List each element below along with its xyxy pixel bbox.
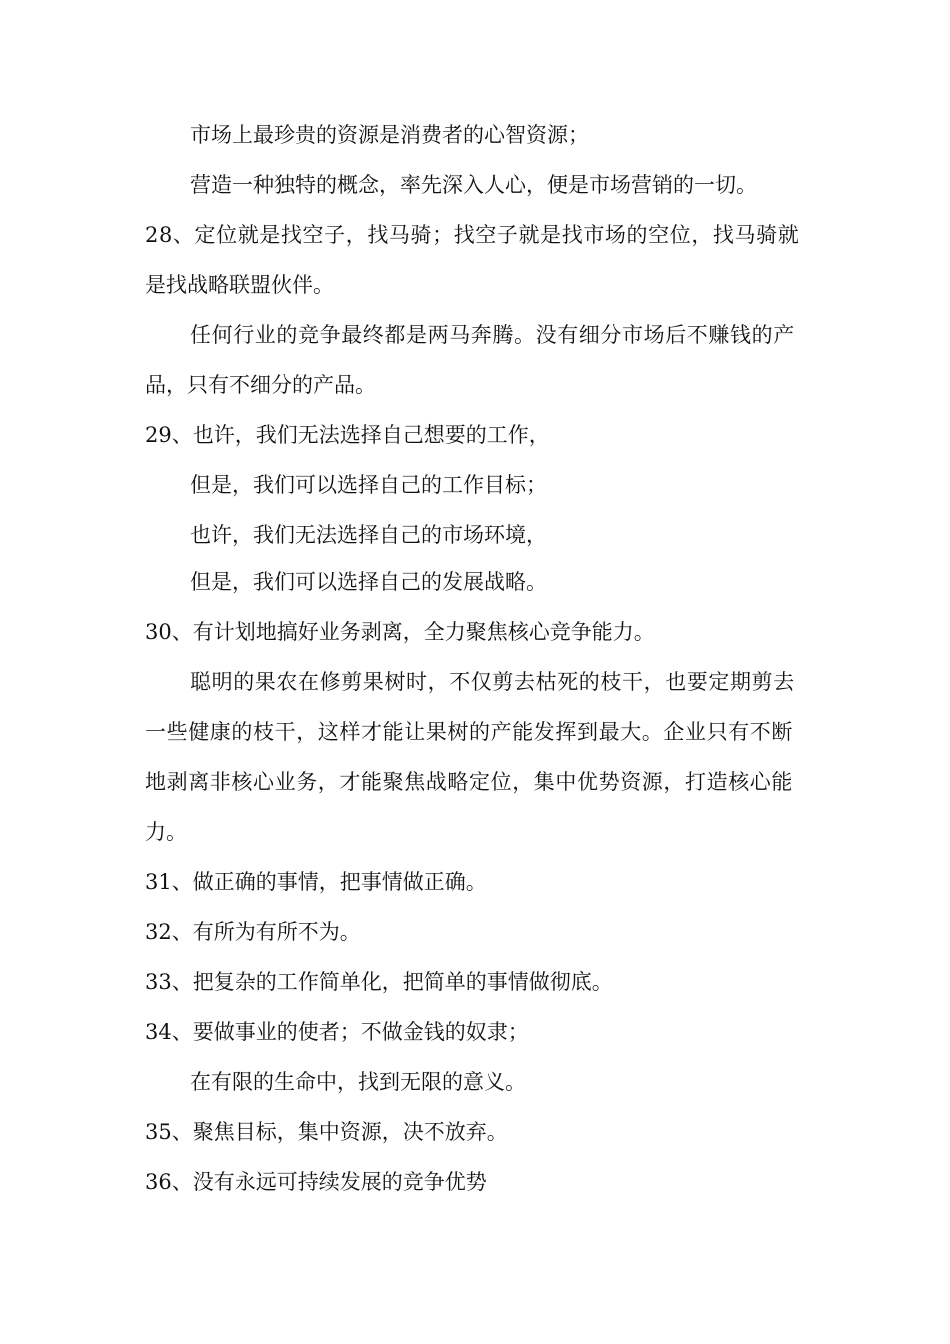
text-line: 地剥离非核心业务，才能聚焦战略定位，集中优势资源，打造核心能 xyxy=(145,770,793,794)
text-line: 一些健康的枝干，这样才能让果树的产能发挥到最大。企业只有不断 xyxy=(145,720,793,744)
text-line: 市场上最珍贵的资源是消费者的心智资源； xyxy=(190,123,589,147)
text-line: 在有限的生命中，找到无限的意义。 xyxy=(190,1070,526,1094)
text-line: 33、把复杂的工作简单化，把简单的事情做彻底。 xyxy=(145,970,613,994)
text-line: 29、也许，我们无法选择自己想要的工作， xyxy=(145,423,550,447)
text-line: 但是，我们可以选择自己的发展战略。 xyxy=(190,570,547,594)
text-line: 36、没有永远可持续发展的竞争优势 xyxy=(145,1170,487,1194)
text-line: 品，只有不细分的产品。 xyxy=(145,373,376,397)
text-line: 但是，我们可以选择自己的工作目标； xyxy=(190,473,547,497)
text-line: 31、做正确的事情，把事情做正确。 xyxy=(145,870,487,894)
text-line: 营造一种独特的概念，率先深入人心，便是市场营销的一切。 xyxy=(190,173,757,197)
text-line: 也许，我们无法选择自己的市场环境， xyxy=(190,523,547,547)
text-line: 32、有所为有所不为。 xyxy=(145,920,361,944)
text-line: 35、聚焦目标，集中资源，决不放弃。 xyxy=(145,1120,508,1144)
text-line: 力。 xyxy=(145,820,187,844)
text-line: 28、定位就是找空子，找马骑；找空子就是找市场的空位，找马骑就 xyxy=(145,223,800,247)
text-line: 任何行业的竞争最终都是两马奔腾。没有细分市场后不赚钱的产 xyxy=(190,323,795,347)
text-line: 聪明的果农在修剪果树时，不仅剪去枯死的枝干，也要定期剪去 xyxy=(190,670,795,694)
text-line: 30、有计划地搞好业务剥离，全力聚焦核心竞争能力。 xyxy=(145,620,655,644)
text-line: 34、要做事业的使者；不做金钱的奴隶； xyxy=(145,1020,529,1044)
text-line: 是找战略联盟伙伴。 xyxy=(145,273,334,297)
